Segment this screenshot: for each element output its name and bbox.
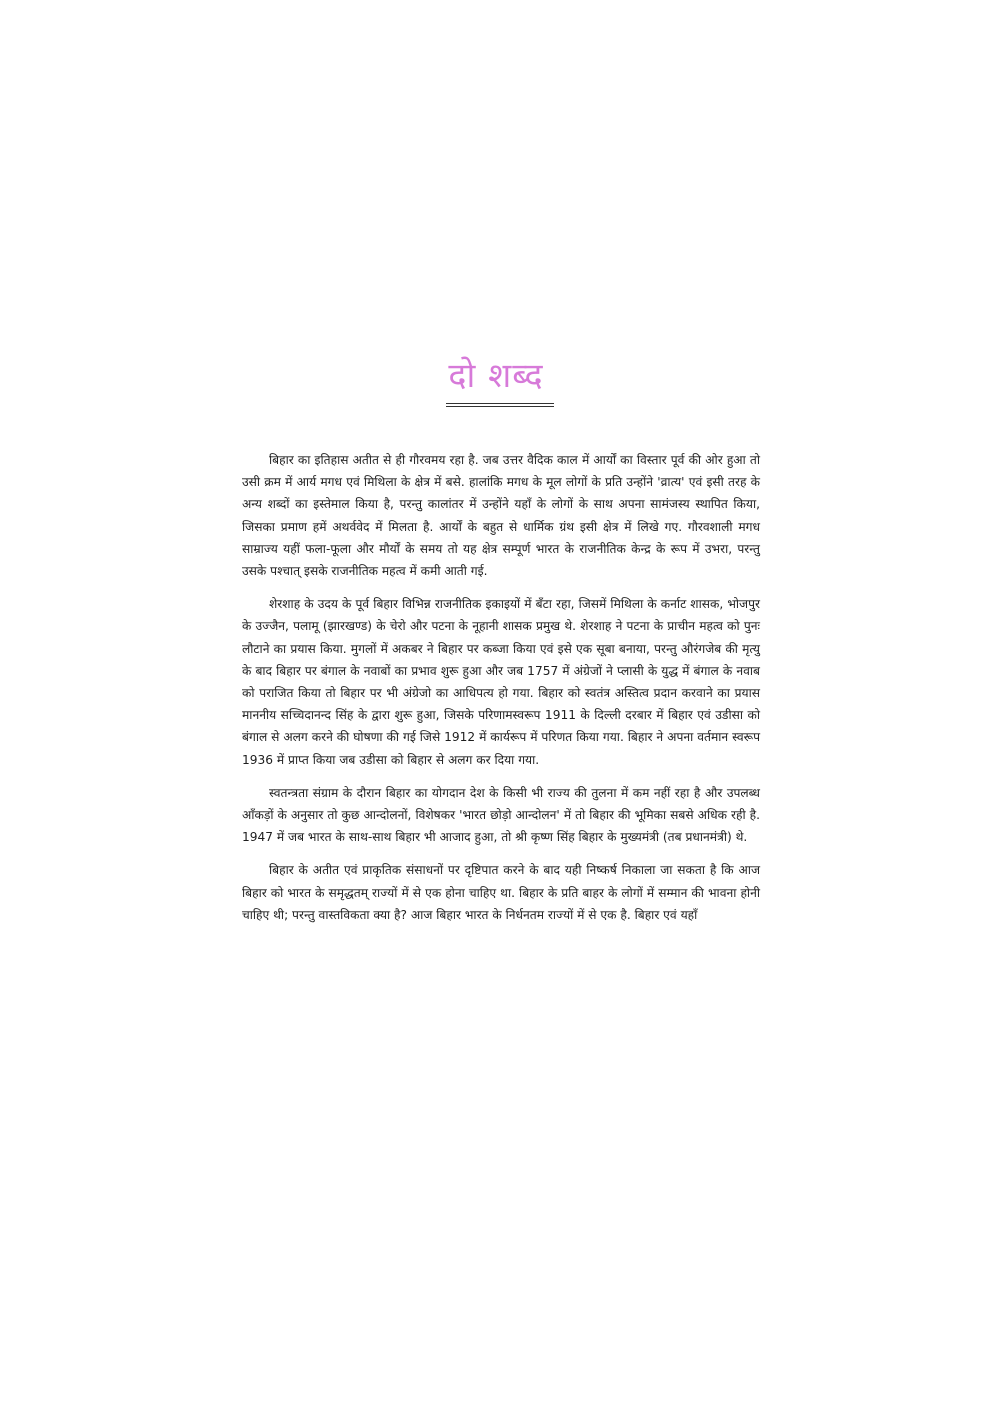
title-underline-top xyxy=(446,403,554,404)
paragraph-3: स्वतन्त्रता संग्राम के दौरान बिहार का योगदान देश के किसी भी राज्य की तुलना में कम नहीं रहा है और उपलब्ध आँकड़ों के अनुसार तो कुछ आन्दोलनों, विशेषकर 'भारत छोड़ो आन्दोलन' में तो बिहार की भूमिका सबसे अधिक रही है. 1947 में जब भारत के साथ-साथ बिहार भी आजाद हुआ, तो श्री कृष्ण सिंह बिहार के मुख्यमंत्री (तब प्रधानमंत्री) थे. xyxy=(242,785,760,845)
page-title: दो शब्द xyxy=(448,356,544,396)
title-underline-bottom xyxy=(446,406,554,407)
paragraph-2: शेरशाह के उदय के पूर्व बिहार विभिन्न राजनीतिक इकाइयों में बँटा रहा, जिसमें मिथिला के कर्नाट शासक, भोजपुर के उज्जैन, पलामू (झारखण्ड) के चेरो और पटना के नूहानी शासक प्रमुख थे. शेरशाह ने पटना के प्राचीन महत्व को पुनः लौटाने का प्रयास किया. मुगलों में अकबर ने बिहार पर कब्जा किया एवं इसे एक सूबा बनाया, परन्तु औरंगजेब की मृत्यु के बाद बिहार पर बंगाल के नवाबों का प्रभाव शुरू हुआ और जब 1757 में अंग्रेजों ने प्लासी के युद्ध में बंगाल के नवाब को पराजित किया तो बिहार पर भी अंग्रेजो का आधिपत्य हो गया. बिहार को स्वतंत्र अस्तित्व प्रदान करवाने का प्रयास माननीय सच्चिदानन्द सिंह के द्वारा शुरू हुआ, जिसके परिणामस्वरूप 1911 के दिल्ली दरबार में बिहार एवं उडीसा को बंगाल से अलग करने की घोषणा की गई जिसे 1912 में कार्यरूप में परिणत किया गया. बिहार ने अपना वर्तमान स्वरूप 1936 में प्राप्त किया जब उडीसा को बिहार से अलग कर दिया गया. xyxy=(242,597,760,767)
paragraph-4: बिहार के अतीत एवं प्राकृतिक संसाधनों पर दृष्टिपात करने के बाद यही निष्कर्ष निकाला जा सकता है कि आज बिहार को भारत के समृद्धतम् राज्यों में से एक होना चाहिए था. बिहार के प्रति बाहर के लोगों में सम्मान की भावना होनी चाहिए थी; परन्तु वास्तविकता क्या है? आज बिहार भारत के निर्धनतम राज्यों में से एक है. बिहार एवं यहाँ xyxy=(242,863,760,922)
body-text xyxy=(242,449,760,937)
paragraph-1: बिहार का इतिहास अतीत से ही गौरवमय रहा है. जब उत्तर वैदिक काल में आर्यों का विस्तार पूर्व की ओर हुआ तो उसी क्रम में आर्य मगध एवं मिथिला के क्षेत्र में बसे. हालांकि मगध के मूल लोगों के प्रति उन्होंने 'व्रात्य' एवं इसी तरह के अन्य शब्दों का इस्तेमाल किया है, परन्तु कालांतर में उन्होंने यहाँ के लोगों के साथ अपना सामंजस्य स्थापित किया, जिसका प्रमाण हमें अथर्ववेद में मिलता है. आर्यों के बहुत से धार्मिक ग्रंथ इसी क्षेत्र में लिखे गए. गौरवशाली मगध साम्राज्य यहीं फला-फूला और मौर्यों के समय तो यह क्षेत्र सम्पूर्ण भारत के राजनीतिक केन्द्र के रूप में उभरा, परन्तु उसके पश्चात् इसके राजनीतिक महत्व में कमी आती गई. xyxy=(242,453,760,579)
